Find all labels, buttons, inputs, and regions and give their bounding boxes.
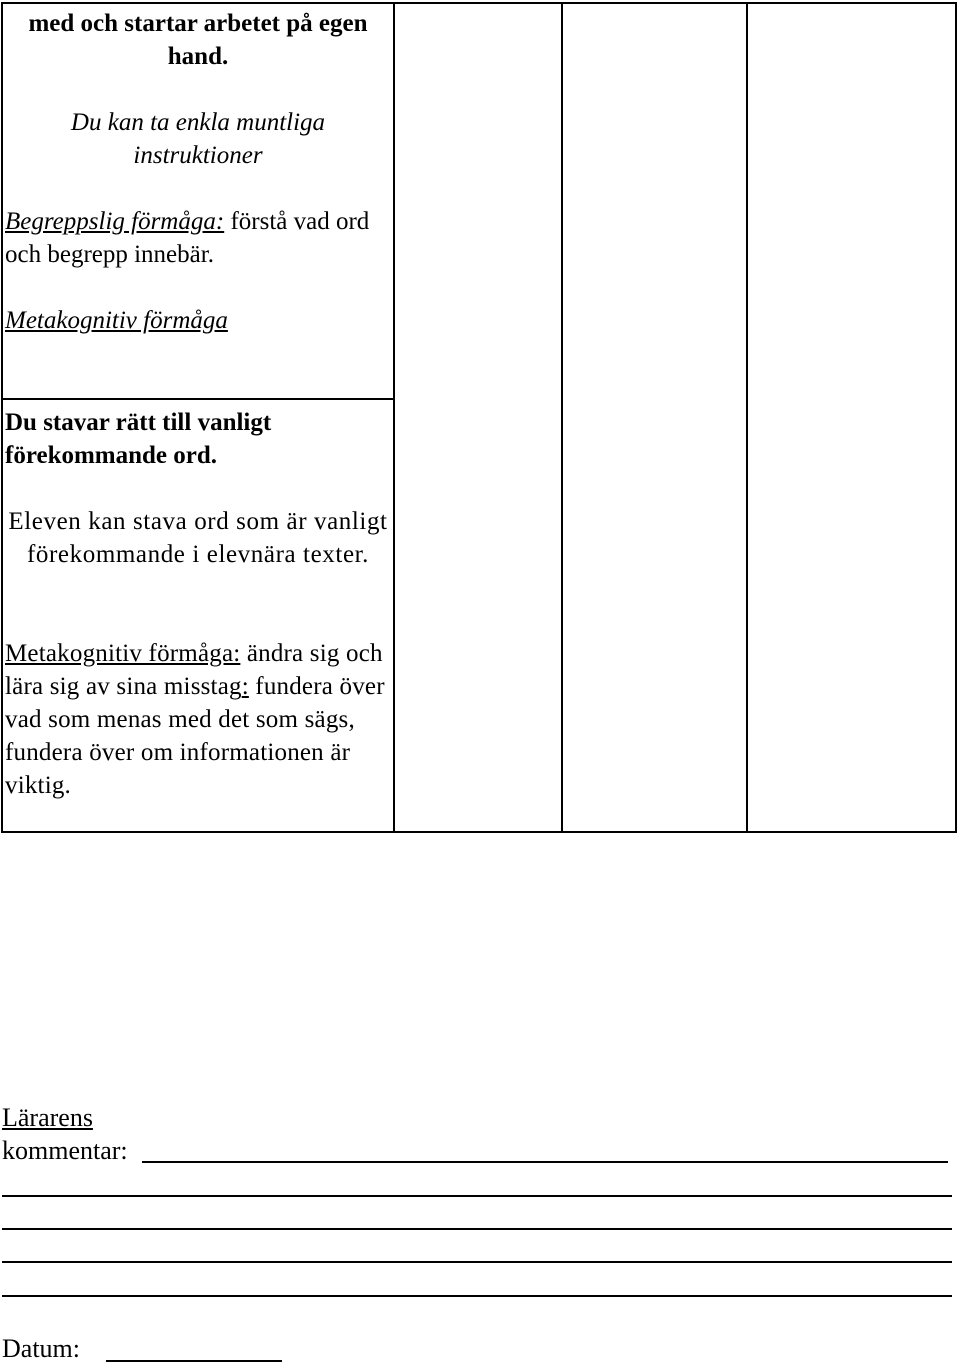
begrepp-paragraph bbox=[5, 205, 391, 271]
comment-line[interactable] bbox=[2, 1228, 952, 1230]
date-line[interactable] bbox=[106, 1360, 282, 1362]
comment-line[interactable] bbox=[2, 1261, 952, 1263]
teacher-comment-label bbox=[2, 1101, 128, 1167]
date-label: Datum: bbox=[2, 1334, 80, 1363]
metakognitiv-label: Metakognitiv förmåga bbox=[5, 307, 228, 334]
metakognitiv-label: Metakognitiv förmåga: bbox=[5, 640, 241, 667]
metakognitiv-end: . bbox=[64, 772, 71, 799]
column-divider bbox=[561, 4, 563, 831]
description-text: Eleven kan stava ord som är vanligt förekommande i elevnära texter. bbox=[8, 508, 388, 568]
criteria-column bbox=[3, 4, 395, 831]
comment-line[interactable] bbox=[142, 1161, 948, 1163]
comment-line[interactable] bbox=[2, 1195, 952, 1197]
column-divider bbox=[746, 4, 748, 831]
metakognitiv-colon: : bbox=[241, 673, 249, 700]
criteria-cell-bottom bbox=[3, 400, 395, 831]
assessment-table bbox=[1, 2, 957, 833]
comment-label-line1: Lärarens bbox=[2, 1103, 93, 1132]
begrepp-text: förstå vad ord och begrepp innebär. bbox=[5, 208, 370, 268]
metakognitiv-text: ändra sig och lära sig av sina misstag bbox=[5, 640, 383, 700]
comment-label-line2: kommentar: bbox=[2, 1136, 128, 1165]
comment-line[interactable] bbox=[2, 1295, 952, 1297]
criteria-cell-top bbox=[3, 4, 395, 400]
instruction-text: Du kan ta enkla muntliga instruktioner bbox=[70, 109, 326, 169]
metakognitiv-text: fundera över vad som menas med det som sägs, fundera över om informationen är viktig bbox=[5, 673, 385, 799]
begrepp-label: Begreppslig förmåga: bbox=[5, 208, 225, 235]
cell-heading: med och startar arbetet på egen hand. bbox=[28, 10, 368, 70]
cell-heading: Du stavar rätt till vanligt förekommande ord. bbox=[5, 409, 272, 469]
metakognitiv-paragraph bbox=[5, 637, 393, 802]
